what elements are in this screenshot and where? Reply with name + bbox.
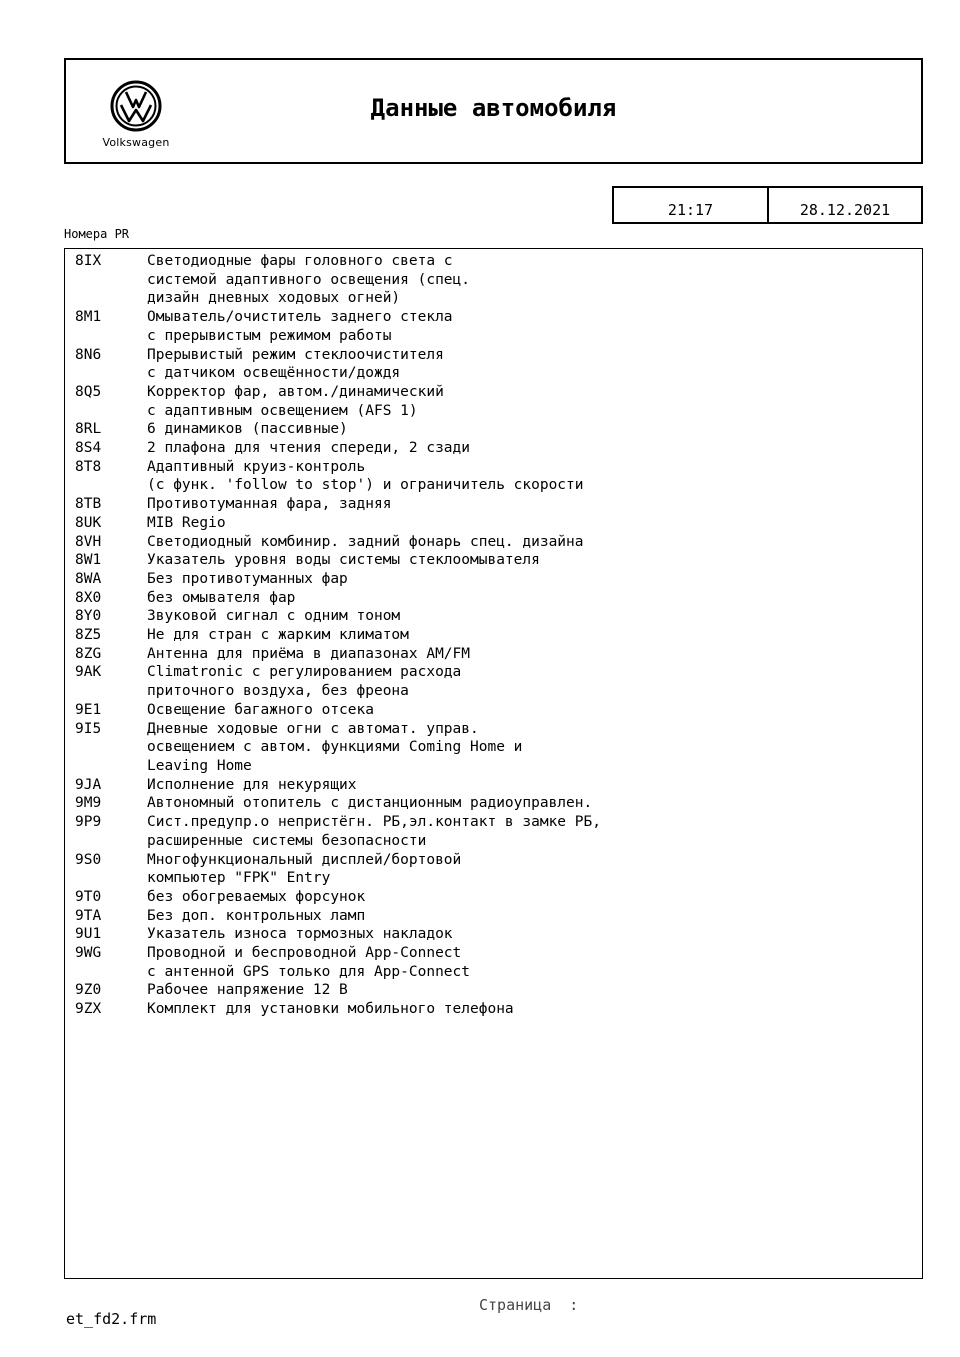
pr-description	[147, 607, 400, 626]
print-date: 28.12.2021	[799, 201, 891, 219]
pr-code: 9WG	[75, 945, 102, 962]
list-item	[65, 589, 922, 608]
list-item	[65, 570, 922, 589]
pr-description-line: 2 плафона для чтения спереди, 2 сзади	[147, 440, 471, 457]
pr-description	[147, 458, 584, 495]
pr-description-line: Проводной и беспроводной App-Connect	[147, 945, 462, 962]
pr-code: 9ZX	[75, 1001, 102, 1018]
list-item	[65, 458, 922, 495]
pr-description	[147, 981, 348, 1000]
pr-description	[147, 776, 357, 795]
pr-description-line: Комплект для установки мобильного телефона	[147, 1001, 514, 1018]
pr-description-line: Исполнение для некурящих	[147, 776, 357, 793]
footer-filename: et_fd2.frm	[66, 1310, 157, 1328]
document-header	[64, 58, 923, 164]
list-item	[65, 383, 922, 420]
pr-description-line: 6 динамиков (пассивные)	[147, 421, 348, 438]
pr-code: 8TB	[75, 496, 102, 513]
pr-description-line: Антенна для приёма в диапазонах AM/FM	[147, 645, 471, 662]
pr-description-line: Омыватель/очиститель заднего стекла	[147, 309, 453, 326]
pr-code: 9E1	[75, 701, 102, 718]
pr-description-line: Дневные ходовые огни с автомат. управ.	[147, 720, 479, 737]
list-item	[65, 925, 922, 944]
pr-description	[147, 551, 540, 570]
pr-code: 8T8	[75, 458, 102, 475]
pr-description-line: MIB Regio	[147, 514, 226, 531]
list-item	[65, 626, 922, 645]
pr-code: 9M9	[75, 795, 102, 812]
pr-description	[147, 1000, 514, 1019]
pr-list	[64, 248, 923, 1279]
pr-description-line: Многофункциональный дисплей/бортовой	[147, 851, 462, 868]
pr-description	[147, 888, 365, 907]
list-item	[65, 439, 922, 458]
pr-description-line: компьютер "FPK" Entry	[147, 870, 331, 887]
list-item	[65, 420, 922, 439]
print-time: 21:17	[614, 188, 769, 222]
list-item	[65, 514, 922, 533]
pr-code: 9TA	[75, 907, 102, 924]
section-label: Номера PR	[64, 227, 130, 241]
pr-code: 8X0	[75, 589, 102, 606]
list-item	[65, 907, 922, 926]
pr-code: 9U1	[75, 926, 102, 943]
page-label: Страница :	[479, 1296, 579, 1314]
pr-description	[147, 907, 365, 926]
pr-description	[147, 589, 295, 608]
list-item	[65, 944, 922, 981]
pr-code: 8UK	[75, 514, 102, 531]
pr-description	[147, 495, 391, 514]
pr-description-line: Противотуманная фара, задняя	[147, 496, 392, 513]
pr-description-line: Без противотуманных фар	[147, 570, 348, 587]
pr-description-line: с прерывистым режимом работы	[147, 327, 392, 344]
pr-description	[147, 570, 348, 589]
pr-description-line: Светодиодный комбинир. задний фонарь спец. дизайна	[147, 533, 584, 550]
list-item	[65, 776, 922, 795]
list-item	[65, 981, 922, 1000]
list-item	[65, 346, 922, 383]
datetime-box	[612, 186, 923, 224]
list-item	[65, 701, 922, 720]
pr-description	[147, 794, 592, 813]
pr-description	[147, 346, 444, 383]
pr-description-line: Climatronic с регулированием расхода	[147, 664, 462, 681]
pr-code: 8ZG	[75, 645, 102, 662]
pr-description	[147, 439, 470, 458]
pr-description-line: Прерывистый режим стеклоочистителя	[147, 346, 444, 363]
pr-description	[147, 420, 348, 439]
pr-description-line: Адаптивный круиз-контроль	[147, 458, 366, 475]
pr-description	[147, 252, 470, 308]
list-item	[65, 1000, 922, 1019]
pr-description	[147, 645, 470, 664]
list-item	[65, 720, 922, 776]
pr-description-line: Звуковой сигнал с одним тоном	[147, 608, 401, 625]
pr-description-line: Автономный отопитель с дистанционным радиоуправлен.	[147, 795, 593, 812]
list-item	[65, 607, 922, 626]
page-title: Данные автомобиля	[370, 94, 617, 122]
pr-description-line: с датчиком освещённости/дождя	[147, 365, 401, 382]
pr-description-line: Leaving Home	[147, 757, 252, 774]
pr-code: 9S0	[75, 851, 102, 868]
list-item	[65, 888, 922, 907]
pr-description-line: расширенные системы безопасности	[147, 832, 427, 849]
pr-description-line: без омывателя фар	[147, 589, 296, 606]
list-item	[65, 533, 922, 552]
pr-description	[147, 851, 461, 888]
pr-description	[147, 626, 409, 645]
pr-code: 9AK	[75, 664, 102, 681]
pr-description-line: приточного воздуха, без фреона	[147, 683, 409, 700]
pr-code: 8IX	[75, 253, 102, 269]
list-item	[65, 663, 922, 700]
pr-code: 8S4	[75, 440, 102, 457]
list-item	[65, 252, 922, 308]
list-item	[65, 495, 922, 514]
pr-description-line: Указатель износа тормозных накладок	[147, 926, 453, 943]
pr-description-line: (с функ. 'follow to stop') и ограничитель скорости	[147, 477, 584, 494]
pr-description	[147, 383, 444, 420]
pr-code: 9I5	[75, 720, 102, 737]
pr-description-line: Указатель уровня воды системы стеклоомывателя	[147, 552, 540, 569]
list-item	[65, 813, 922, 850]
pr-description	[147, 925, 453, 944]
pr-code: 8N6	[75, 346, 102, 363]
pr-description-line: с антенной GPS только для App-Connect	[147, 963, 471, 980]
pr-description-line: без обогреваемых форсунок	[147, 888, 366, 905]
pr-description	[147, 701, 374, 720]
pr-description	[147, 514, 226, 533]
pr-code: 9P9	[75, 814, 102, 831]
pr-description-line: Освещение багажного отсека	[147, 701, 374, 718]
pr-code: 8Z5	[75, 627, 102, 644]
pr-code: 8W1	[75, 552, 102, 569]
pr-description-line: Не для стран с жарким климатом	[147, 627, 409, 644]
list-item	[65, 645, 922, 664]
pr-description-line: Без доп. контрольных ламп	[147, 907, 366, 924]
pr-description-line: Сист.предупр.о непристёгн. РБ,эл.контакт в замке РБ,	[147, 814, 601, 831]
list-item	[65, 551, 922, 570]
pr-description	[147, 944, 470, 981]
pr-description	[147, 308, 453, 345]
pr-description-line: дизайн дневных ходовых огней)	[147, 290, 401, 307]
brand-name: Volkswagen	[102, 136, 170, 149]
pr-code: 9Z0	[75, 982, 102, 999]
pr-code: 8Y0	[75, 608, 102, 625]
list-item	[65, 308, 922, 345]
list-item	[65, 851, 922, 888]
pr-description-line: Рабочее напряжение 12 В	[147, 982, 348, 999]
list-item	[65, 794, 922, 813]
pr-description-line: системой адаптивного освещения (спец.	[147, 271, 471, 288]
pr-description	[147, 813, 601, 850]
pr-description	[147, 663, 461, 700]
pr-code: 8Q5	[75, 383, 102, 400]
pr-description-line: освещением с автом. функциями Coming Home и	[147, 739, 523, 756]
pr-code: 8RL	[75, 421, 102, 438]
pr-code: 9T0	[75, 888, 102, 905]
pr-description-line: Корректор фар, автом./динамический	[147, 383, 444, 400]
pr-description	[147, 720, 522, 776]
pr-description-line: Светодиодные фары головного света с	[147, 253, 453, 269]
pr-description-line: с адаптивным освещением (AFS 1)	[147, 402, 418, 419]
pr-code: 9JA	[75, 776, 102, 793]
pr-code: 8WA	[75, 570, 102, 587]
pr-code: 8VH	[75, 533, 102, 550]
pr-description	[147, 533, 584, 552]
pr-code: 8M1	[75, 309, 102, 326]
